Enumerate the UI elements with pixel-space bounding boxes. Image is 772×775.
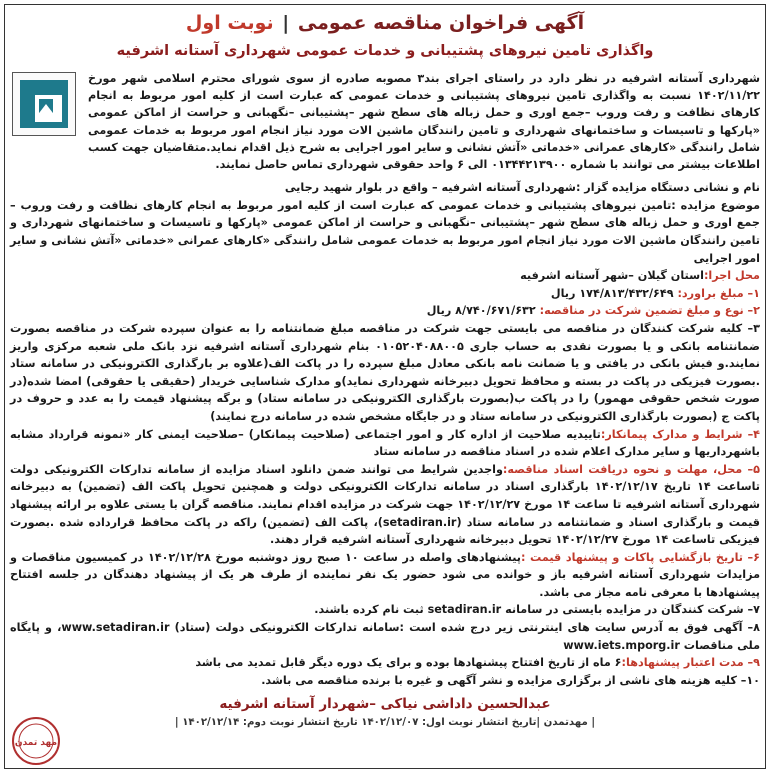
intro-section [10,70,760,173]
location-label: محل اجرا: [703,269,760,283]
address-label: نام و نشانی دستگاه مزایده گزار : [575,181,760,195]
item-5-label: ۵– محل، مهلت و نحوه دریافت اسناد مناقصه: [502,462,760,476]
item-5 [10,461,760,549]
item-4 [10,426,760,461]
stamp-text: مهد تمدن [14,738,58,748]
item-6 [10,549,760,602]
item-4-label: ۴– شرایط و مدارک پیمانکار: [600,427,761,441]
address-text: شهرداری آستانه اشرفیه – واقع در بلوار شهید رجایی [284,181,576,195]
location-line [10,267,760,285]
item-8: ۸– آگهی فوق به آدرس سایت های اینترنتی زیر درج شده است :سامانه تدارکات الکترونیکی دولت (ستاد) www.setadiran.ir، و پایگاه ملی مناقصات www.iets.mporg.ir [10,621,760,652]
notice-title [10,8,760,38]
intro-paragraph: شهرداری آستانه اشرفیه در نظر دارد در راستای اجرای بند۳ مصوبه صادره از سوی شورای محترم اسلامی شهر مورخ ۱۴۰۲/۱۱/۲۲ نسبت به واگذاری تامین نیروهای پشتیبانی و خدمات عمومی که عبارت است از کلیه امور مربوط به انجام کارهای نظافت و رفت وروب –جمع اوری و حمل زباله های سطح شهر –پشتیبانی –نگهبانی و حراست از اماکن عمومی «پارکها و تاسیسات و ساختمانهای شهرداری و تامین رانندگان ماشین الات مورد نیاز انجام امور مربوط به خدمات عمومی شامل رانندگی «کارهای عمرانی «خدماتی «آتش نشانی و سایر امور اجرایی به شرح ذیل اقدام نماید.متقاضیان جهت کسب اطلاعات بیشتر می توانند با شماره ۰۱۳۴۴۲۱۳۹۰۰ الی ۶ واحد حقوقی شهرداری تماس حاصل نمایند. [88,72,760,172]
item-3: ۳– کلیه شرکت کنندگان در مناقصه می بایستی جهت شرکت در مناقصه مبلغ ضمانتنامه را به عنوان سپرده شرکت در مناقصه بصورت ضمانتنامه بانکی و یا بصورت نقدی به حساب جاری ۰۱۰۵۲۰۴۰۸۸۰۰۵ بنام شهرداری آستانه اشرفیه نزد بانک ملی شعبه مرکزی واریز نمایند.و فیش بانکی در یافتی و یا ضمانت نامه بانکی معادل مبلغ سپرده را در پاکت الف(علاوه بر بارگذاری الکترونیکی در سامانه ستاد .بصورت فیزیکی در پاکت در بسته و محافظ تحویل دبیرخانه شهرداری نماید)و مدارک شناسایی خریدار (حقیقی یا حقوقی) امضا شده(در صورت شخص حقوقی مهمور) را در پاکت ب(بصورت بارگذاری الکترونیکی در سامانه ستاد) و برگه پیشنهاد قیمت را به عدد و حروف در پاکت ج (بصورت بارگذاری الکترونیکی در سامانه ستاد و در جایگاه مشخص شده در سامانه درج نمایند) [10,321,760,423]
newspaper-stamp-icon [10,715,62,767]
title-main: آگهی فراخوان مناقصه عمومی [297,12,585,34]
item-4-text: تاییدیه صلاحیت از اداره کار و امور اجتماعی (صلاحیت پیمانکار) –صلاحیت ایمنی کار «نمونه قرارداد مشابه باشهرداریها و سایر مدارک اعلام شده در اسناد مناقصه در سامانه ستاد [10,427,760,459]
notice-page [10,6,760,766]
subject-label: موضوع مزایده : [671,198,760,212]
publication-dates: | مهدتمدن |تاریخ انتشار نوبت اول: ۱۴۰۲/۱۲/۰۷ تاریخ انتشار نوبت دوم: ۱۴۰۲/۱۲/۱۴ | [174,717,596,729]
item-6-text: پیشنهادهای واصله در ساعت ۱۰ صبح روز دوشنبه مورخ ۱۴۰۲/۱۲/۲۸ در کمیسیون مناقصات و مزایدات شهرداری آستانه اشرفیه باز و خوانده می شود حضور یک نفر نماینده از طرف هر یک از پیشنهاد دهندگان در جلسه افتتاح پیشنهادها با معرفی نامه مجاز می باشد. [10,550,760,599]
item-1-label: ۱– مبلغ براورد: [677,286,760,300]
title-round: نوبت اول [185,12,274,34]
title-separator: | [282,12,290,34]
municipality-logo-icon [12,72,76,136]
item-1 [10,285,760,303]
mayor-signature: عبدالحسین داداشی نیاکی –شهردار آستانه اشرفیه [219,696,551,713]
subject-text: تامین نیروهای پشتیبانی و خدمات عمومی که عبارت است از کلیه امور مربوط به انجام کارهای نظافت و رفت وروب –جمع اوری و حمل زباله های سطح شهر –پشتیبانی –نگهبانی و حراست از اماکن عمومی «پارکها و تاسیسات و ساختمانهای شهرداری و تامین رانندگان ماشین الات مورد نیاز انجام امور مربوط به خدمات عمومی شامل رانندگی «کارهای عمرانی «خدماتی «آتش نشانی و سایر امور اجرایی [10,198,760,265]
item-1-text: ۱۷۴/۸۱۳/۴۳۲/۶۴۹ ریال [550,286,674,300]
location-text: استان گیلان –شهر آستانه اشرفیه [520,269,704,283]
address-line [10,179,760,197]
subject-line [10,197,760,267]
item-9 [10,654,760,672]
signature-block [10,693,760,731]
item-10: ۱۰– کلیه هزینه های ناشی از برگزاری مزایده و نشر آگهی و غیره با برنده مناقصه می باشد. [261,673,760,687]
item-2-label: ۲– نوع و مبلغ تضمین شرکت در مناقصه: [539,304,760,318]
item-6-label: ۶– تاریخ بازگشایی پاکات و پیشنهاد قیمت : [520,550,760,564]
item-9-label: ۹– مدت اعتبار پیشنهادها: [621,656,760,670]
item-2-text: ۸/۷۴۰/۶۷۱/۶۳۲ ریال [426,304,536,318]
notice-subtitle: واگذاری تامین نیروهای پشتیبانی و خدمات عمومی شهرداری آستانه اشرفیه [116,43,654,59]
item-7: ۷– شرکت کنندگان در مزایده بایستی در سامانه setadiran.ir ثبت نام کرده باشند. [314,603,760,617]
notice-body [10,179,760,689]
item-9-text: ۶ ماه از تاریخ افتتاح پیشنهادها بوده و برای یک دوره دیگر قابل تمدید می باشد [195,656,622,670]
item-2 [10,302,760,320]
item-5-text: واجدین شرایط می توانند ضمن دانلود اسناد مزایده از سامانه تدارکات الکترونیکی دولت تاساعت ۱۴ تاریخ ۱۴۰۲/۱۲/۱۷ بارگذاری اسناد در سامانه تدارکات الکترونیکی دولت و همچنین تحویل پاکت الف (تضمین) به دبیرخانه شهرداری آستانه اشرفیه تا ساعت ۱۴ مورخ ۱۴۰۲/۱۲/۲۷ جهت شرکت در مزایده اقدام نمایند. مناقصه گران با یستی علاوه بر ارائه پیشنهاد قیمت و بارگذاری اسناد و ضمانتنامه در سامانه ستاد (setadiran.ir)، پاکت الف (تضمین) راکه در پاکت محافظ قرارداده شده .بصورت فیزیکی تاساعت ۱۴ مورخ ۱۴۰۲/۱۲/۲۷ تحویل دبیرخانه شهرداری آستانه اشرفیه قرار دهند. [10,462,761,547]
